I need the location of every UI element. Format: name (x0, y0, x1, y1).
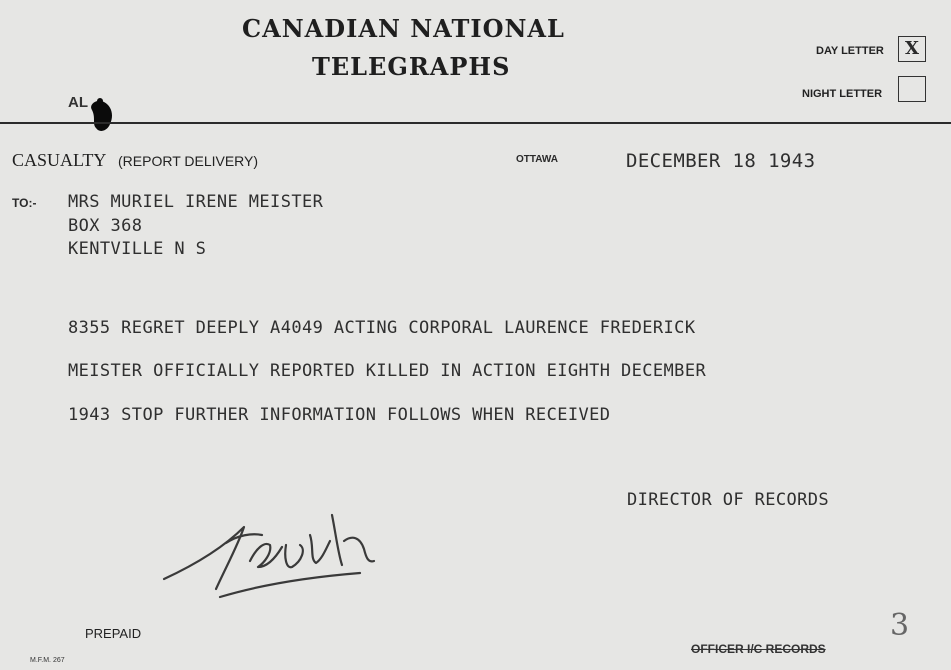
night-letter-checkbox (898, 76, 926, 102)
prepaid-label: PREPAID (85, 626, 142, 641)
sender-signature: DIRECTOR OF RECORDS (627, 490, 830, 510)
telegraph-title-line2: TELEGRAPHS (312, 52, 511, 81)
ink-blot-icon (86, 96, 116, 134)
handwritten-signature-icon (160, 505, 390, 605)
office-code: AL (68, 94, 88, 111)
telegraph-title-line1: CANADIAN NATIONAL (242, 14, 565, 43)
day-letter-mark: X (905, 38, 919, 59)
to-label: TO:- (12, 196, 37, 210)
form-code: M.F.M. 267 (30, 657, 65, 664)
day-letter-label: DAY LETTER (816, 45, 884, 57)
header-rule (0, 122, 951, 124)
address-line: KENTVILLE N S (68, 239, 207, 259)
casualty-label: CASUALTY (12, 150, 107, 170)
origin-label: OTTAWA (516, 154, 559, 165)
address-line: BOX 368 (68, 216, 143, 236)
day-letter-checkbox (898, 36, 926, 62)
message-line: 8355 REGRET DEEPLY A4049 ACTING CORPORAL LAURENCE FREDERICK (68, 318, 696, 338)
message-line: MEISTER OFFICIALLY REPORTED KILLED IN ACTION EIGHTH DECEMBER (68, 361, 707, 381)
address-line: MRS MURIEL IRENE MEISTER (68, 192, 324, 212)
officer-label: OFFICER I/C RECORDS (691, 642, 826, 656)
telegram-date: DECEMBER 18 1943 (626, 150, 816, 172)
night-letter-label: NIGHT LETTER (802, 88, 883, 100)
page-number: 3 (890, 608, 910, 643)
report-delivery-label: (REPORT DELIVERY) (118, 153, 259, 169)
message-line: 1943 STOP FURTHER INFORMATION FOLLOWS WHEN RECEIVED (68, 405, 611, 425)
